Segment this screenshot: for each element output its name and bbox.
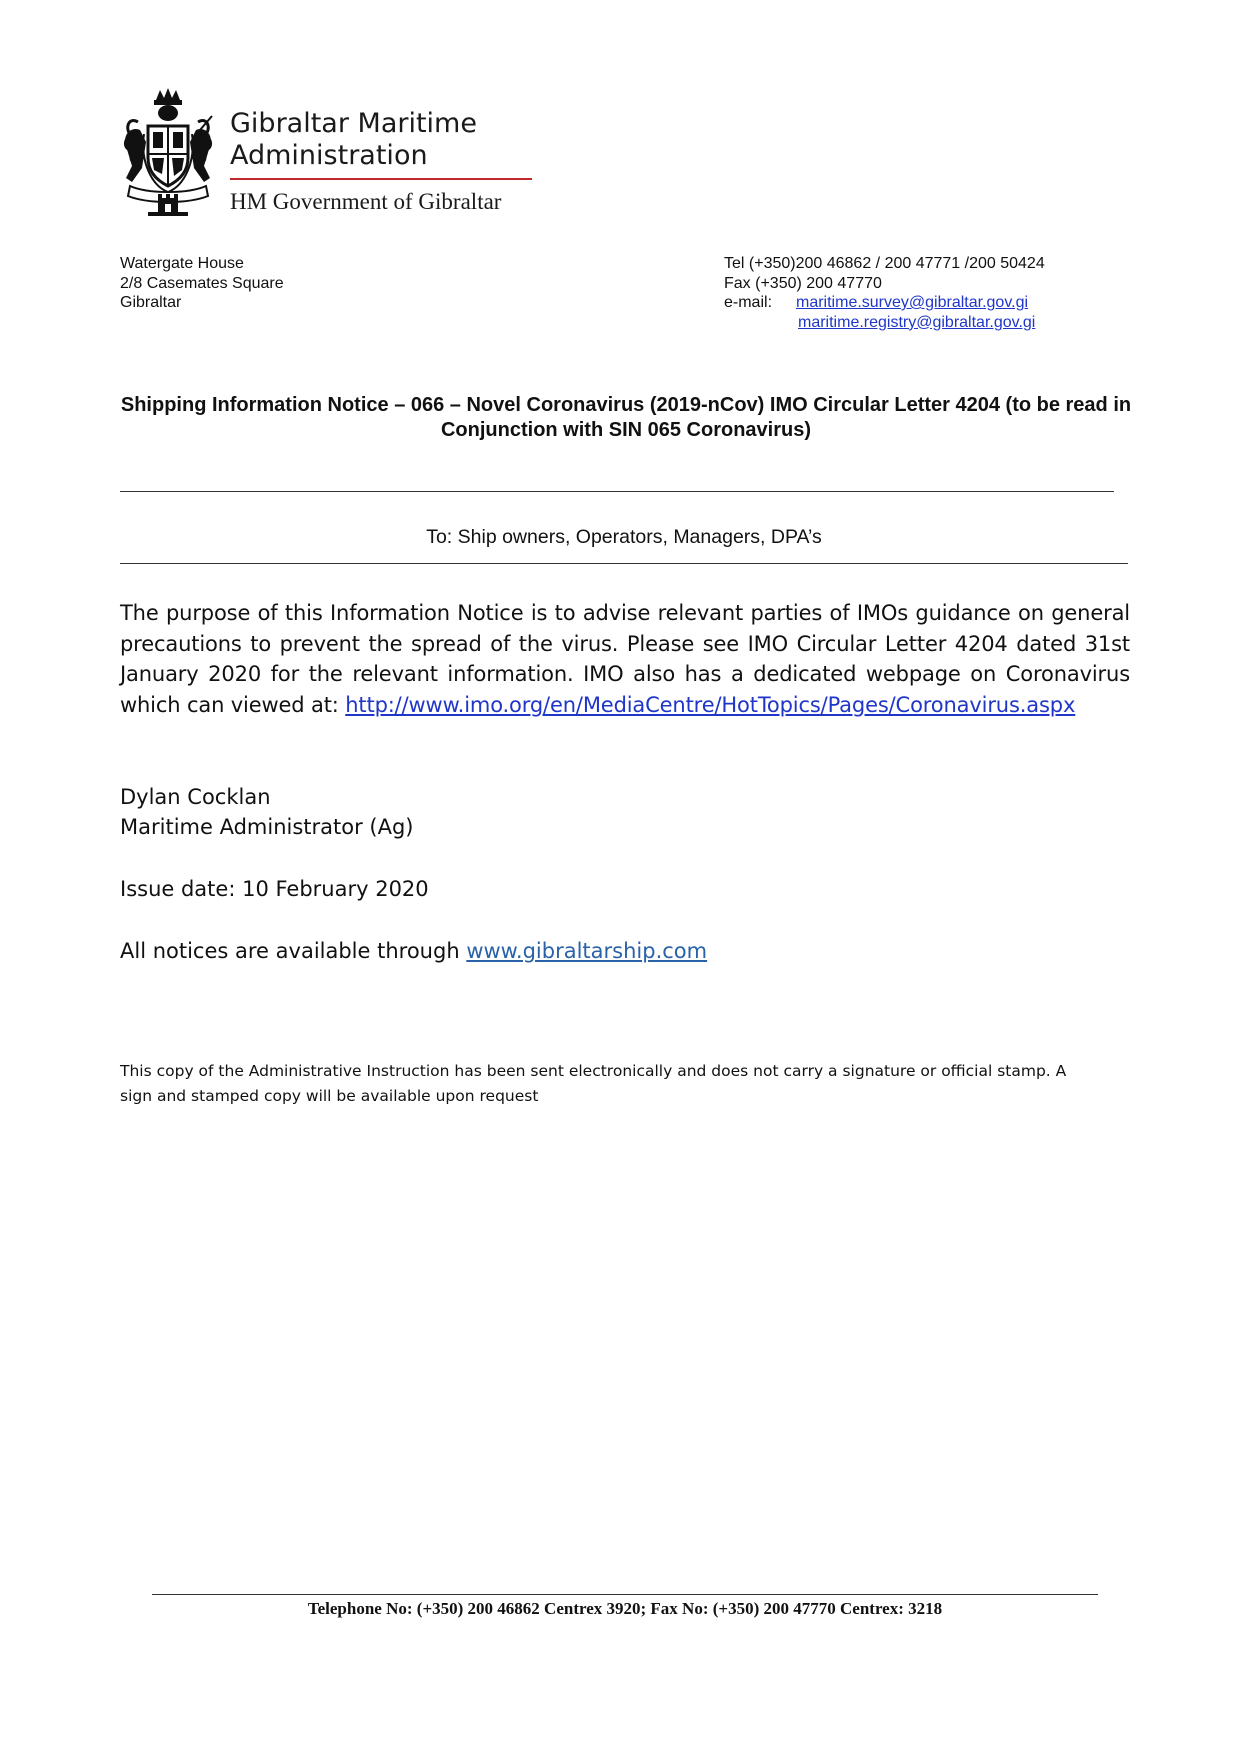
footer-divider — [152, 1594, 1098, 1595]
electronic-copy-disclaimer: This copy of the Administrative Instruction has been sent electronically and does not carry a signature or official stamp. A sign and stamped copy will be available upon request — [120, 1062, 1067, 1105]
government-name: HM Government of Gibraltar — [230, 189, 502, 214]
footer-contact: Telephone No: (+350) 200 46862 Centrex 3920; Fax No: (+350) 200 47770 Centrex: 3218 — [307, 1599, 943, 1618]
email-indent — [724, 313, 798, 333]
signatory-name: Dylan Cocklan — [120, 785, 271, 809]
contact-details — [724, 254, 1045, 332]
registry-email-link[interactable]: maritime.registry@gibraltar.gov.gi — [798, 313, 1036, 331]
imo-coronavirus-link[interactable]: http://www.imo.org/en/MediaCentre/HotTopics/Pages/Coronavirus.aspx — [345, 692, 1076, 717]
telephone-numbers: Tel (+350)200 46862 / 200 47771 /200 50424 — [724, 255, 1045, 272]
notice-title: Shipping Information Notice – 066 – Novel Coronavirus (2019-nCov) IMO Circular Letter 4204 (to be read in Conjunction with SIN 065 Coronavirus) — [120, 394, 1132, 441]
recipients-line: To: Ship owners, Operators, Managers, DPA’s — [426, 526, 822, 548]
recipients-divider — [120, 563, 1128, 564]
survey-email-link[interactable]: maritime.survey@gibraltar.gov.gi — [796, 294, 1029, 311]
gibraltarship-link[interactable]: www.gibraltarship.com — [466, 939, 708, 963]
postal-address — [120, 254, 284, 313]
signatory-title: Maritime Administrator (Ag) — [120, 815, 414, 839]
purpose-paragraph — [120, 598, 1130, 720]
fax-number: Fax (+350) 200 47770 — [724, 274, 882, 292]
email-row — [724, 293, 1045, 313]
address-line: Gibraltar — [120, 294, 182, 311]
notices-text: All notices are available through — [120, 939, 467, 963]
org-name-line1: Gibraltar Maritime — [230, 108, 477, 139]
org-name-line2: Administration — [230, 140, 428, 171]
email-row — [724, 313, 1045, 333]
purpose-text: The purpose of this Information Notice is to advise relevant parties of IMOs guidance on general precautions to prevent the spread of the virus. Please see IMO Circular Letter 4204 dated 31st January 2020 for the relevant information. IMO also has a dedicated webpage on Coronavirus which can viewed at: — [120, 601, 1130, 717]
logo-divider — [230, 178, 532, 180]
issue-date: Issue date: 10 February 2020 — [120, 877, 429, 901]
email-label: e-mail: — [724, 294, 773, 311]
gibraltar-coat-of-arms-icon — [118, 86, 218, 218]
title-divider — [120, 491, 1114, 492]
notices-availability — [120, 936, 707, 966]
address-line: Watergate House — [120, 255, 244, 272]
address-line: 2/8 Casemates Square — [120, 274, 284, 292]
